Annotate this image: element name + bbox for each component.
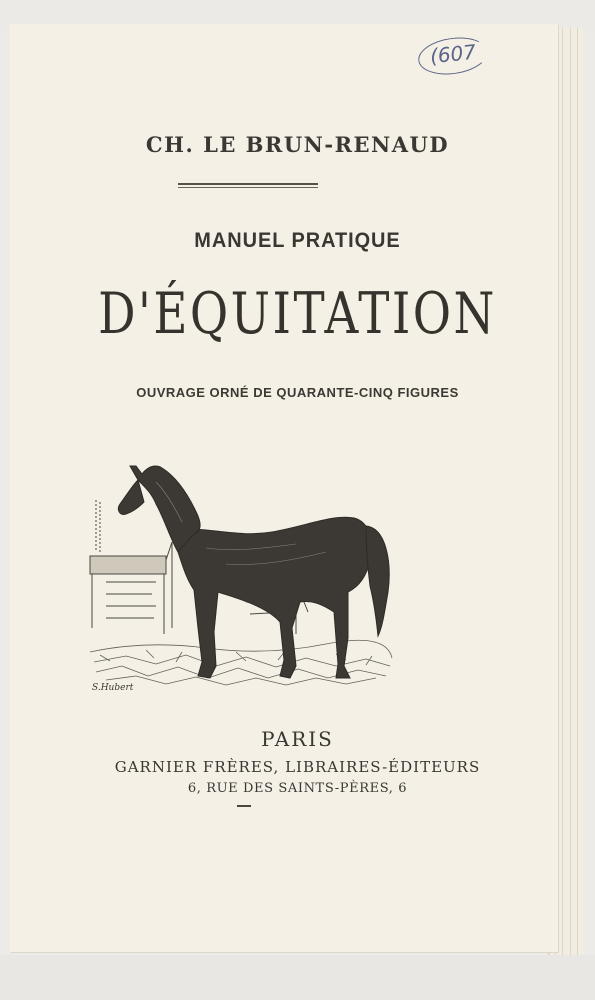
imprint-city: PARIS — [261, 727, 334, 751]
closing-dash — [237, 805, 251, 807]
subtitle: OUVRAGE ORNÉ DE QUARANTE-CINQ FIGURES — [136, 385, 459, 400]
scan-background-bottom — [0, 955, 595, 1000]
title-line-1: MANUEL PRATIQUE — [194, 229, 401, 252]
title-line-2: D'ÉQUITATION — [98, 281, 497, 347]
call-number-text: (607 — [428, 39, 478, 69]
handwritten-call-number — [418, 36, 490, 76]
horse-engraving-icon — [86, 452, 398, 694]
divider-rule — [178, 183, 318, 185]
imprint-address: 6, RUE DES SAINTS-PÈRES, 6 — [187, 781, 408, 796]
imprint-publisher: GARNIER FRÈRES, LIBRAIRES-ÉDITEURS — [114, 758, 481, 776]
divider-rule-thin — [178, 187, 318, 188]
author-name: CH. LE BRUN-RENAUD — [145, 132, 450, 157]
illustration-signature: S.Hubert — [92, 683, 134, 693]
